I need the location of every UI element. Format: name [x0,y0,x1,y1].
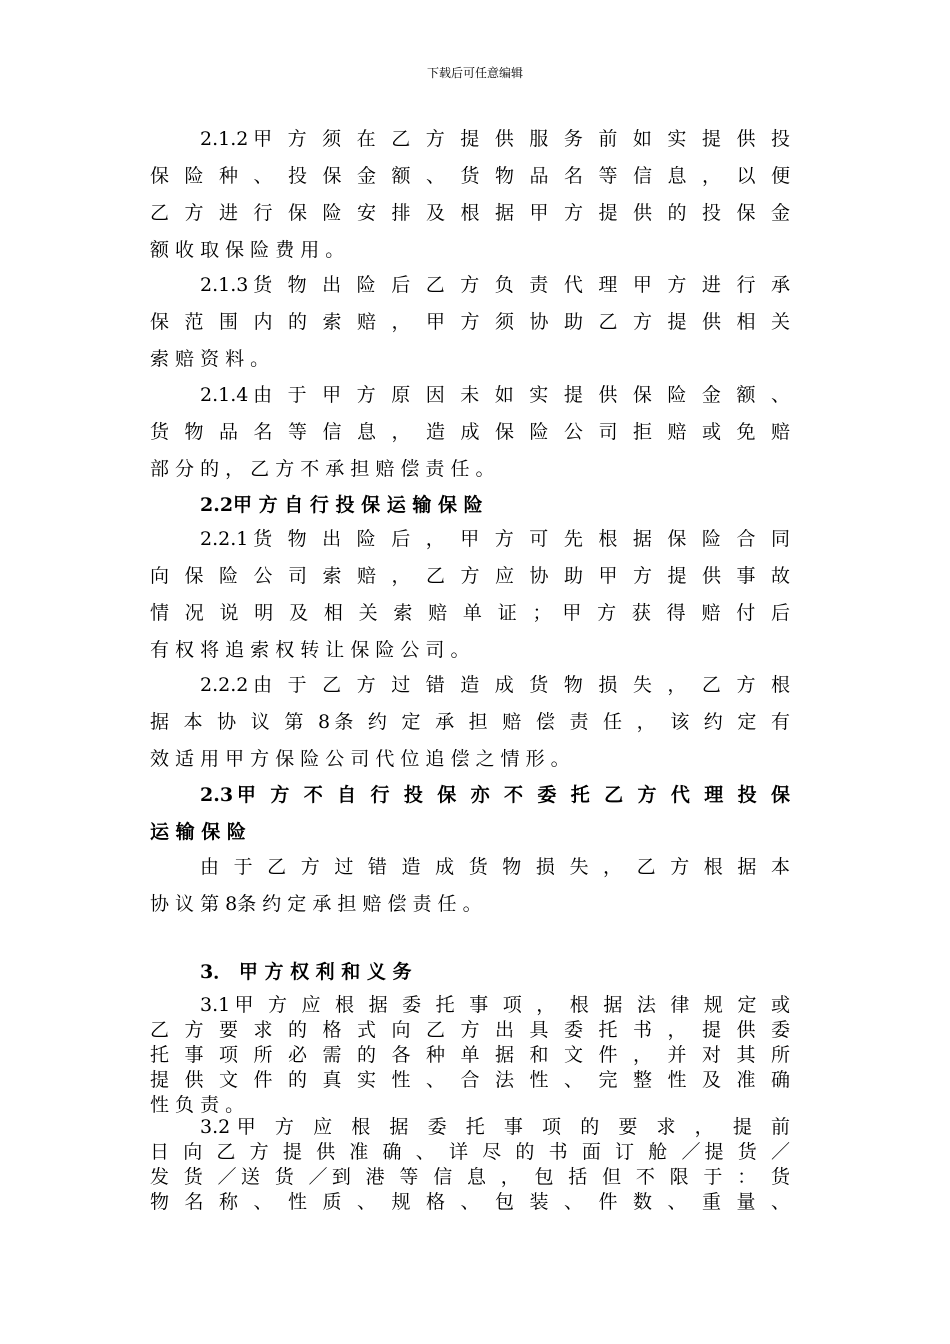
text-line: 索 赔 资 料 。 [150,348,270,370]
text-line: 货 物 品 名 等 信 息 ， 造 成 保 险 公 司 拒 赔 或 免 赔 [150,421,790,443]
paragraph-2-2-2 [150,670,790,781]
text-line: 额 收 取 保 险 费 用 。 [150,239,345,261]
paragraph-2-1-3 [150,270,790,381]
text-line: 部 分 的 ， 乙 方 不 承 担 赔 偿 责 任 。 [150,458,495,480]
section-heading: 运 输 保 险 [150,821,246,843]
heading-2-3 [150,780,790,852]
page-header-note: 下载后可任意编辑 [426,66,523,80]
text-line: 3.1甲 方 应 根 据 委 托 事 项 ， 根 据 法 律 规 定 或 [200,994,790,1016]
text-line: 保 范 围 内 的 索 赔 ， 甲 方 须 协 助 乙 方 提 供 相 关 [150,311,790,333]
text-line: 向 保 险 公 司 索 赔 ， 乙 方 应 协 助 甲 方 提 供 事 故 [150,565,790,587]
paragraph-3-2 [150,1115,790,1215]
text-line: 由 于 乙 方 过 错 造 成 货 物 损 失 ， 乙 方 根 据 本 [200,856,790,878]
text-line: 效 适 用 甲 方 保 险 公 司 代 位 追 偿 之 情 形 。 [150,748,570,770]
text-line: 日 向 乙 方 提 供 准 确 、 详 尽 的 书 面 订 舱 ／提 货 ／ [150,1141,790,1163]
text-line: 提 供 文 件 的 真 实 性 、 合 法 性 、 完 整 性 及 准 确 [150,1069,790,1091]
text-line: 托 事 项 所 必 需 的 各 种 单 据 和 文 件 ， 并 对 其 所 [150,1044,790,1066]
text-line: 保 险 种 、 投 保 金 额 、 货 物 品 名 等 信 息 ， 以 便 [150,165,790,187]
text-line: 2.1.3货 物 出 险 后 乙 方 负 责 代 理 甲 方 进 行 承 [200,274,790,296]
text-line: 乙 方 进 行 保 险 安 排 及 根 据 甲 方 提 供 的 投 保 金 [150,202,790,224]
text-line: 物 名 称 、 性 质 、 规 格 、 包 装 、 件 数 、 重 量 、 [150,1191,790,1213]
paragraph-2-2-1 [150,524,790,672]
section-heading: 2.2甲 方 自 行 投 保 运 输 保 险 [200,494,483,516]
paragraph-2-3 [150,852,790,926]
section-heading: 2.3甲 方 不 自 行 投 保 亦 不 委 托 乙 方 代 理 投 保 [200,784,790,806]
text-line: 2.1.2甲 方 须 在 乙 方 提 供 服 务 前 如 实 提 供 投 [200,128,790,150]
heading-3 [150,957,790,987]
text-line: 2.2.1货 物 出 险 后 ， 甲 方 可 先 根 据 保 险 合 同 [200,528,790,550]
paragraph-2-1-2 [150,124,790,272]
text-line: 有 权 将 追 索 权 转 让 保 险 公 司 。 [150,639,470,661]
text-line: 2.1.4由 于 甲 方 原 因 未 如 实 提 供 保 险 金 额 、 [200,384,790,406]
text-line: 据 本 协 议 第 8条 约 定 承 担 赔 偿 责 任 ， 该 约 定 有 [150,711,790,733]
text-line: 2.2.2由 于 乙 方 过 错 造 成 货 物 损 失 ， 乙 方 根 [200,674,790,696]
paragraph-3-1 [150,993,790,1118]
paragraph-2-1-4 [150,380,790,491]
text-line: 发 货 ／送 货 ／到 港 等 信 息 ， 包 括 但 不 限 于 ： 货 [150,1166,790,1188]
text-line: 乙 方 要 求 的 格 式 向 乙 方 出 具 委 托 书 ， 提 供 委 [150,1019,790,1041]
text-line: 性 负 责 。 [150,1094,245,1116]
text-line: 3.2甲 方 应 根 据 委 托 事 项 的 要 求 ， 提 前 [200,1116,790,1138]
heading-2-2 [150,490,790,524]
section-heading: 3． 甲 方 权 利 和 义 务 [200,961,412,983]
text-line: 协 议 第 8条 约 定 承 担 赔 偿 责 任 。 [150,893,482,915]
text-line: 情 况 说 明 及 相 关 索 赔 单 证 ； 甲 方 获 得 赔 付 后 [150,602,790,624]
